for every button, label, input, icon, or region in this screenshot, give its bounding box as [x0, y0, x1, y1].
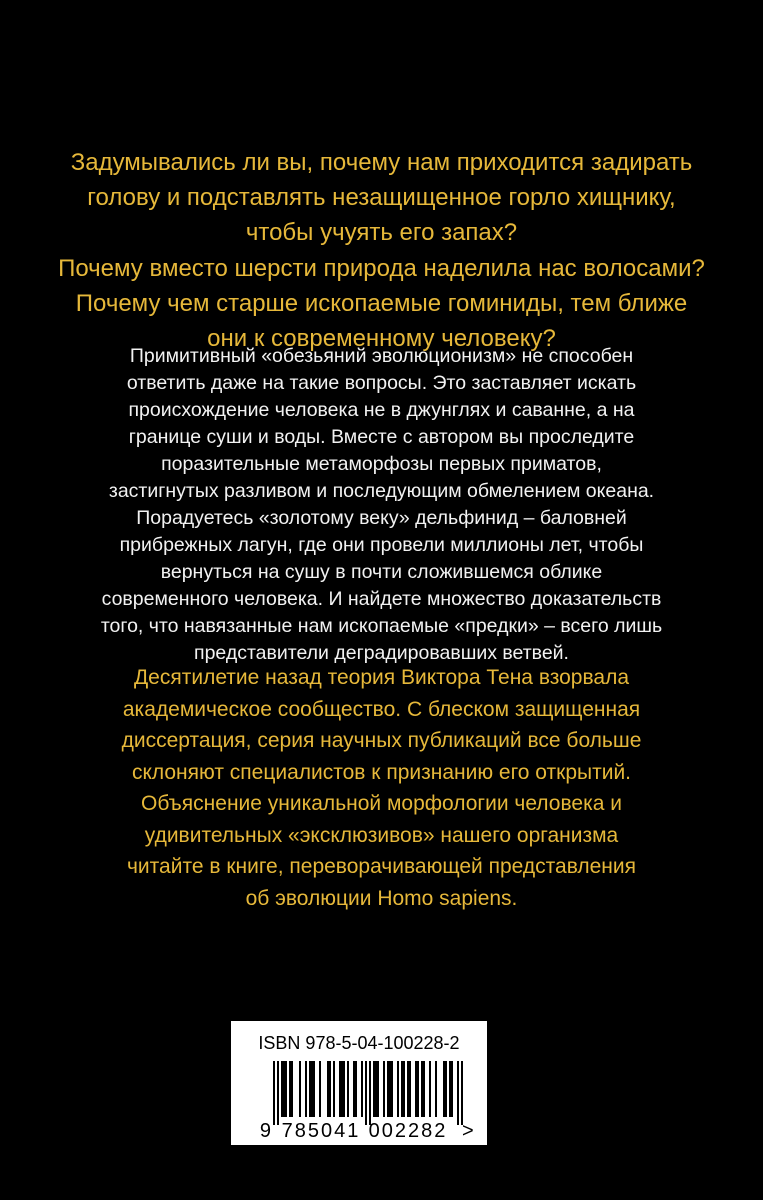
body-line: вернуться на сушу в почти сложившемся облике: [160, 561, 603, 583]
body-line: застигнутых разливом и последующим обмелением океана.: [108, 480, 655, 502]
barcode-bar: [421, 1061, 425, 1117]
intro-line: Почему вместо шерсти природа наделила нас волосами?: [58, 254, 705, 282]
barcode-bar: [461, 1061, 463, 1125]
barcode-bar: [305, 1061, 307, 1117]
barcode-bar: [401, 1061, 405, 1117]
barcode-bar: [415, 1061, 419, 1117]
body-line: границе суши и воды. Вместе с автором вы проследите: [128, 426, 635, 448]
barcode-bar: [339, 1061, 345, 1117]
barcode-bar: [289, 1061, 293, 1117]
about-line: Объяснение уникальной морфологии человека и: [141, 792, 622, 815]
barcode-first-digit: 9: [259, 1120, 271, 1142]
isbn-barcode: [231, 1021, 487, 1145]
barcode-quiet-zone-mark: >: [462, 1120, 474, 1142]
intro-line: Задумывались ли вы, почему нам приходится задирать: [70, 149, 693, 176]
barcode-bar: [397, 1061, 399, 1117]
barcode-bar: [327, 1061, 331, 1117]
about-line: об эволюции Homo sapiens.: [245, 886, 518, 910]
body-line: поразительные метаморфозы первых приматов,: [161, 453, 602, 475]
barcode-bar: [347, 1061, 349, 1117]
body-line: ответить даже на такие вопросы. Это заставляет искать: [126, 372, 637, 394]
about-line: удивительных «эксклюзивов» нашего организма: [144, 823, 619, 847]
about-line: диссертация, серия научных публикаций все больше: [121, 729, 642, 752]
intro-line: голову и подставлять незащищенное горло хищнику,: [87, 184, 676, 212]
barcode-right-digits: 002282: [368, 1120, 448, 1142]
body-line: представители деградировавших ветвей.: [194, 642, 569, 664]
barcode-bar: [457, 1061, 459, 1125]
intro-line: Почему чем старше ископаемые гоминиды, тем ближе: [75, 289, 688, 317]
intro-line: чтобы учуять его запах?: [245, 219, 518, 247]
barcode-bar: [299, 1061, 301, 1117]
about-line: академическое сообщество. С блеском защищенная: [122, 697, 641, 721]
author-paragraph: [0, 662, 763, 914]
about-line: склоняют специалистов к признанию его открытий.: [131, 760, 632, 784]
isbn-label: ISBN 978-5-04-100228-2: [258, 1033, 460, 1053]
about-line: Десятилетие назад теория Виктора Тена взорвала: [133, 666, 630, 689]
body-line: прибрежных лагун, где они провели миллионы лет, чтобы: [119, 534, 644, 556]
barcode-bar: [407, 1061, 411, 1117]
body-line: происхождение человека не в джунглях и саванне, а на: [128, 399, 635, 421]
barcode-bar: [443, 1061, 447, 1117]
body-line: того, что навязанные нам ископаемые «предки» – всего лишь: [100, 615, 663, 637]
body-line: Примитивный «обезьяний эволюционизм» не способен: [129, 345, 634, 367]
barcode-bar: [309, 1061, 315, 1117]
barcode-bar: [273, 1061, 275, 1125]
body-line: современного человека. И найдете множество доказательств: [101, 588, 662, 610]
intro-line: они к современному человеку?: [207, 325, 556, 353]
intro-questions: [0, 145, 763, 356]
barcode-graphic: [231, 1021, 487, 1145]
barcode-bar: [319, 1061, 321, 1117]
barcode-bar: [429, 1061, 431, 1117]
barcode-bar: [353, 1061, 357, 1117]
barcode-left-digits: 785041: [281, 1120, 361, 1142]
barcode-bar: [365, 1061, 367, 1125]
barcode-bar: [383, 1061, 385, 1117]
barcode-bar: [435, 1061, 437, 1117]
about-line: читайте в книге, переворачивающей представления: [126, 855, 636, 878]
barcode-bar: [369, 1061, 371, 1125]
body-line: Порадуетесь «золотому веку» дельфинид – баловней: [136, 507, 627, 529]
barcode-bar: [333, 1061, 335, 1117]
barcode-bar: [373, 1061, 379, 1117]
barcode-bar: [387, 1061, 393, 1117]
barcode-bar: [281, 1061, 287, 1117]
barcode-bar: [449, 1061, 453, 1117]
barcode-bar: [277, 1061, 279, 1125]
barcode-bar: [361, 1061, 363, 1117]
description-paragraph: [0, 343, 763, 667]
